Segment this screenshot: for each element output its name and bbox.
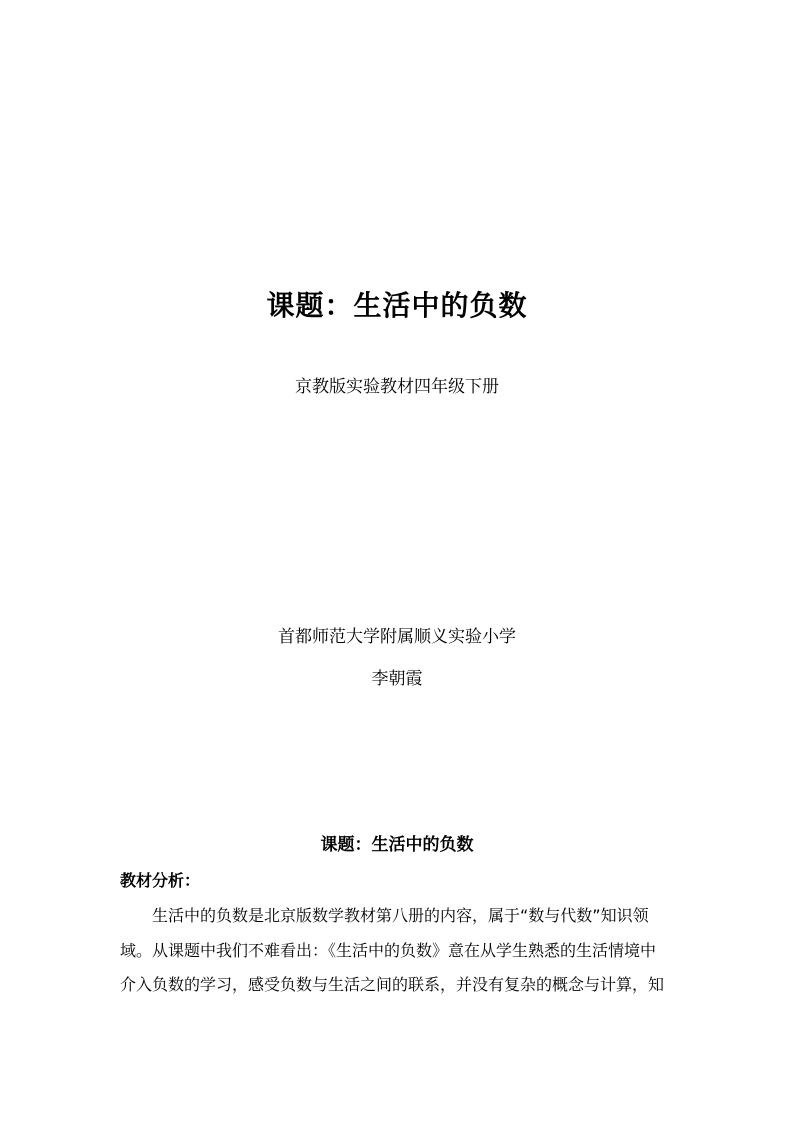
paragraph-line: 生活中的负数是北京版数学教材第八册的内容，属于“数与代数”知识领 [152, 906, 649, 925]
paragraph-line: 域。从课题中我们不难看出：《生活中的负数》意在从学生熟悉的生活情境中 [120, 941, 657, 960]
cover-subtitle: 京教版实验教材四年级下册 [295, 377, 499, 397]
analysis-heading: 教材分析： [120, 871, 201, 890]
paragraph-line: 介入负数的学习，感受负数与生活之间的联系，并没有复杂的概念与计算，知 [120, 975, 665, 994]
cover-title: 课题：生活中的负数 [266, 289, 528, 322]
cover-school: 首都师范大学附属顺义实验小学 [278, 627, 516, 647]
section-title: 课题：生活中的负数 [320, 835, 474, 855]
cover-author: 李朝霞 [371, 669, 423, 689]
